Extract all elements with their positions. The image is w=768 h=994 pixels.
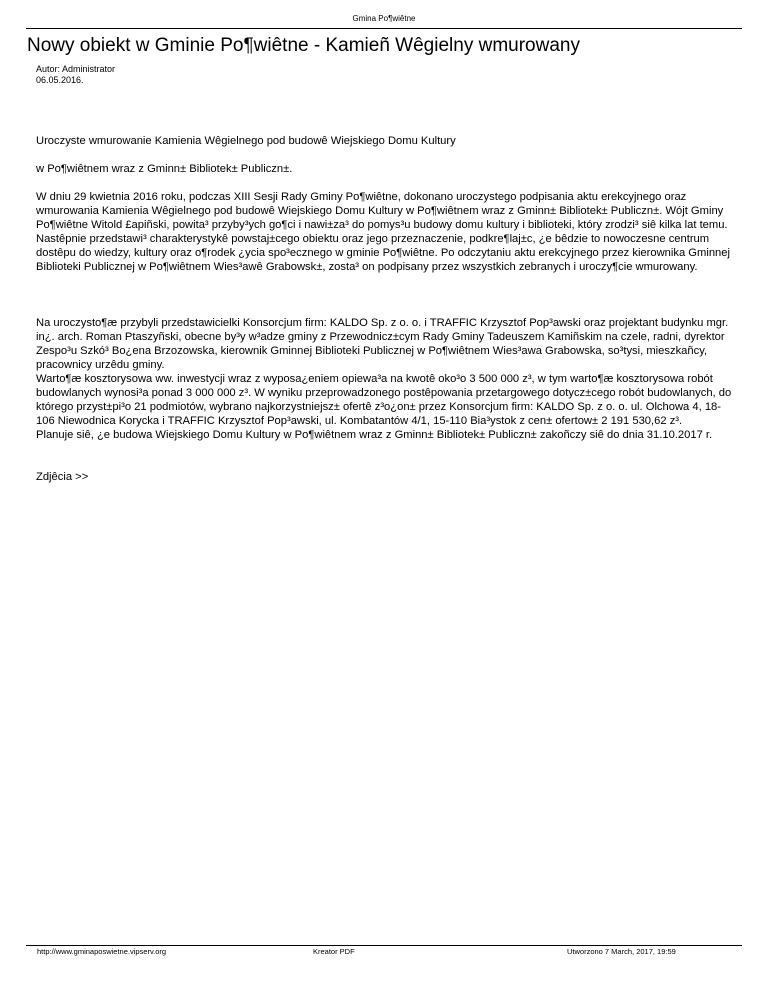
footer-url[interactable]: http://www.gminaposwietne.vipserv.org bbox=[37, 947, 167, 956]
page-footer bbox=[0, 947, 768, 959]
footer-generator: Kreator PDF bbox=[313, 947, 355, 956]
site-header: Gmina Po¶wiêtne bbox=[352, 14, 416, 23]
paragraph-attendees: Na uroczysto¶æ przybyli przedstawicielki Konsorcjum firm: KALDO Sp. z o. o. i TRAFFIC Krzysztof Pop³awski oraz projektant budynku mgr. in¿. arch. Roman Ptaszyñski, obecne by³y w³adze gminy z Przewodnicz±cym Rady Gminy Tadeuszem Kamiñskim na czele, radni, dyrektor Zespo³u Szkó³ Bo¿ena Brzozowska, kierownik Gminnej Biblioteki Publicznej w Po¶wiêtnem Wies³awa Grabowska, so³tysi, mieszkañcy, pracownicy urzêdu gminy. bbox=[36, 317, 729, 371]
paragraph-ceremony: W dniu 29 kwietnia 2016 roku, podczas XIII Sesji Rady Gminy Po¶wiêtne, dokonano uroczystego podpisania aktu erekcyjnego oraz wmurowania Kamienia Wêgielnego pod budowê Wiejskiego Domu Kultury w Po¶wiêtnem wraz z Gminn± Bibliotek± Publiczn±. Wójt Gminy Po¶wiêtne Witold £apiñski, powita³ przyby³ych go¶ci i nawi±za³ do pomys³u budowy domu kultury i biblioteki, który zrodzi³ siê kilka lat temu. Nastêpnie przedstawi³ charakterystykê powstaj±cego obiektu oraz jego przeznaczenie, podkre¶laj±c, ¿e bêdzie to nowoczesne centrum dostêpu do wiedzy, kultury oraz o¶rodek ¿ycia spo³ecznego w gminie Po¶wiêtne. Po odczytaniu aktu erekcyjnego przez kierownika Gminnej Biblioteki Publicznej w Po¶wiêtnem Wies³awê Grabowsk±, zosta³ on podpisany przez wszystkich zebranych i uroczy¶cie wmurowany. bbox=[36, 191, 730, 273]
paragraph-cost: Warto¶æ kosztorysowa ww. inwestycji wraz z wyposa¿eniem opiewa³a na kwotê oko³o 3 500 000 z³, w tym warto¶æ kosztorysowa robót budowlanych wynosi³a ponad 3 000 000 z³. W wyniku przeprowadzonego postêpowania przetargowego dotycz±cego robót budowlanych, do którego przyst±pi³o 21 podmiotów, wybrano najkorzystniejsz± ofertê z³o¿on± przez Konsorcjum firm: KALDO Sp. z o. o. ul. Olchowa 4, 18-106 Niewodnica Korycka i TRAFFIC Krzysztof Pop³awski, ul. Kombatantów 4/1, 15-110 Bia³ystok z cen± ofertow± 2 191 530,62 z³. bbox=[36, 373, 732, 427]
paragraph-heading: Uroczyste wmurowanie Kamienia Wêgielnego pod budowê Wiejskiego Domu Kultury bbox=[36, 135, 456, 147]
paragraph-subheading: w Po¶wiêtnem wraz z Gminn± Bibliotek± Publiczn±. bbox=[36, 163, 293, 175]
header-divider bbox=[26, 28, 742, 29]
paragraph-schedule: Planuje siê, ¿e budowa Wiejskiego Domu Kultury w Po¶wiêtnem wraz z Gminn± Bibliotek± Publiczn± zakoñczy siê do dnia 31.10.2017 r. bbox=[36, 429, 713, 441]
footer-divider bbox=[26, 945, 742, 946]
article-meta bbox=[36, 64, 115, 86]
footer-created-date: Utworzono 7 March, 2017, 19:59 bbox=[567, 947, 676, 956]
publish-date: 06.05.2016. bbox=[36, 75, 84, 85]
author-line: Autor: Administrator bbox=[36, 64, 116, 74]
article-title: Nowy obiekt w Gminie Po¶wiêtne - Kamieñ Wêgielny wmurowany bbox=[27, 35, 580, 56]
photos-link[interactable]: Zdjêcia >> bbox=[36, 471, 89, 483]
article-body bbox=[36, 134, 736, 484]
